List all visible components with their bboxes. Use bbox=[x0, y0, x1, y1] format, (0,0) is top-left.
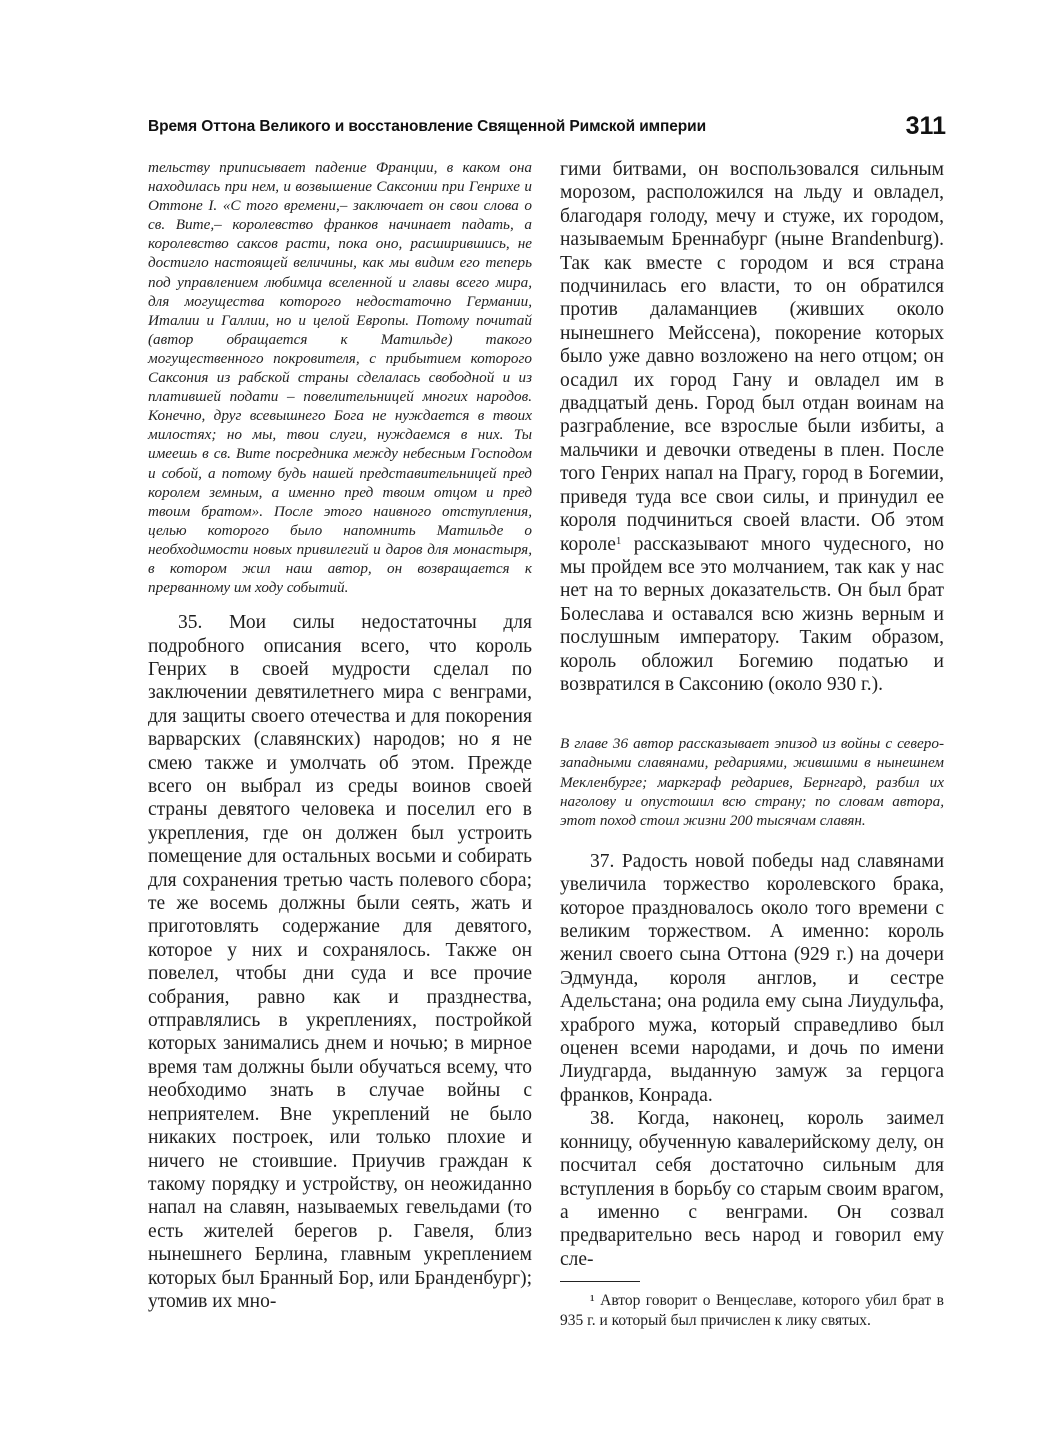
footnote: ¹ Автор говорит о Венцеславе, которого убил брат в 935 г. и который был причислен к лику святых. bbox=[560, 1292, 944, 1330]
paragraph-35: 35. Мои силы недостаточны для подробного описания всего, что король Генрих в своей мудрости сделал по заключении девятилетнего мира с венграми, для защиты своего отечества и для покорения варварских (славянских) народов; но я не смею также и умолчать об этом. Прежде всего он выбрал из среды воинов своей страны девятого человека и поселил его в укрепления, где он должен был устроить помещение для остальных восьми и собирать для сохранения третью часть полевого сбора; те же восемь должны были сеять, жать и приготовлять содержание для девятого, которое у них и сохранялось. Также он повелел, чтобы дни суда и все прочие собрания, равно как и празднества, отправлялись в укреплениях, постройкой которых занимались днем и ночью; в мирное время там должны были обучаться всему, что необходимо знать в случае войны с неприятелем. Вне укреплений не было никаких построек, или только плохие и ничего не стоившие. Приучив граждан к такому порядку и устройству, он неожиданно напал на славян, называемых гевельдами (то есть жителей берегов р. Гавеля, близ нынешнего Берлина, главным укреплением которых был Бранный Бор, или Бранденбург); утомив их мно- bbox=[148, 612, 532, 1312]
page-header bbox=[148, 112, 946, 152]
editor-commentary: тельству приписывает падение Франции, в каком она находилась при нем, и возвышение Саксонии при Генрихе и Оттоне I. «С того времени,– заключает он свои слова о св. Вите,– королевство франков начинает падать, а королевство саксов расти, пока оно, расширившись, не достигло настоящей величины, как мы видим его теперь под управлением любимца вселенной и главы всего мира, для могущества которого недостаточно Германии, Италии и Галлии, но и целой Европы. Потому почитай (автор обращается к Матильде) такого могущественного покровителя, с прибытием которого Саксония из рабской страны сделалась свободной и из платившей подати – повелительницей многих народов. Конечно, друг всевышнего Бога не нуждается в твоих милостях; но мы, твои слуги, нуждаемся в них. Ты имеешь в св. Вите посредника между небесным Господом и собой, а потому будь нашей представительницей пред королем земным, а именно пред твоим отцом и пред твоим братом». После этого наивного отступления, целью которого было напомнить Матильде о необходимости новых привилегий и даров для монастыря, в котором жил наш автор, он возвращается к прерванному им ходу событий. bbox=[148, 159, 532, 597]
paragraph-38: 38. Когда, наконец, король заимел конницу, обученную кавалерийскому делу, он посчитал себя достаточно сильным для вступления в борьбу со старым своим врагом, а именно с венграми. Он созвал предварительно весь народ и говорил ему сле- bbox=[560, 1108, 944, 1270]
paragraph-35-continuation bbox=[560, 158, 944, 696]
right-column bbox=[560, 158, 944, 1331]
footnote-divider bbox=[560, 1281, 640, 1282]
editor-commentary-chapter-36: В главе 36 автор рассказывает эпизод из войны с северо-западными славянами, редариями, жившими в нынешнем Мекленбурге; маркграф редариев, Бернгард, разбил их наголову и опустошил всю страну; по словам автора, этот поход стоил жизни 200 тысячам славян. bbox=[560, 735, 944, 829]
running-title: Время Оттона Великого и восстановление Священной Римской империи bbox=[148, 118, 707, 135]
left-column bbox=[148, 158, 532, 1313]
paragraph-37: 37. Радость новой победы над славянами увеличила торжество королевского брака, которое праздновалось около того времени с великим торжеством. А именно: король женил своего сына Оттона (929 г.) на дочери Эдмунда, короля англов, и сестре Адельстана; она родила ему сына Лиудульфа, храброго мужа, который справедливо был оценен всеми народами, и дочь по имени Лиудгарда, выданную замуж за герцога франков, Конрада. bbox=[560, 850, 944, 1106]
page-number: 311 bbox=[905, 112, 946, 140]
footnote-marker: 1 bbox=[615, 534, 622, 547]
paragraph-35-text-b: рассказывают много чудесного, но мы пройдем все это молчанием, так как у нас нет на то верных доказательств. Он был брат Болеслава и оставался всю жизнь верным и послушным императору. Таким образом, король обложил Богемию податью и возвратился в Саксонию (около 930 г.). bbox=[560, 533, 944, 695]
paragraph-35-text-a: гими битвами, он воспользовался сильным морозом, расположился на льду и овладел, благодаря голоду, мечу и стуже, их городом, называемым Бреннабург (ныне Brandenburg). Так как вместе с городом и вся страна подчинилась его власти, то он обратился против даламанциев (живших около нынешнего Мейссена), покорение которых было уже давно возложено на него отцом; он осадил их город Гану и овладел им в двадцатый день. Город был отдан воинам на разграбление, все взрослые были избиты, а мальчики и девочки отведены в плен. После того Генрих напал на Прагу, город в Богемии, приведя туда все свои силы, и принудил ее короля подчиниться своей власти. Об этом короле bbox=[560, 159, 944, 555]
